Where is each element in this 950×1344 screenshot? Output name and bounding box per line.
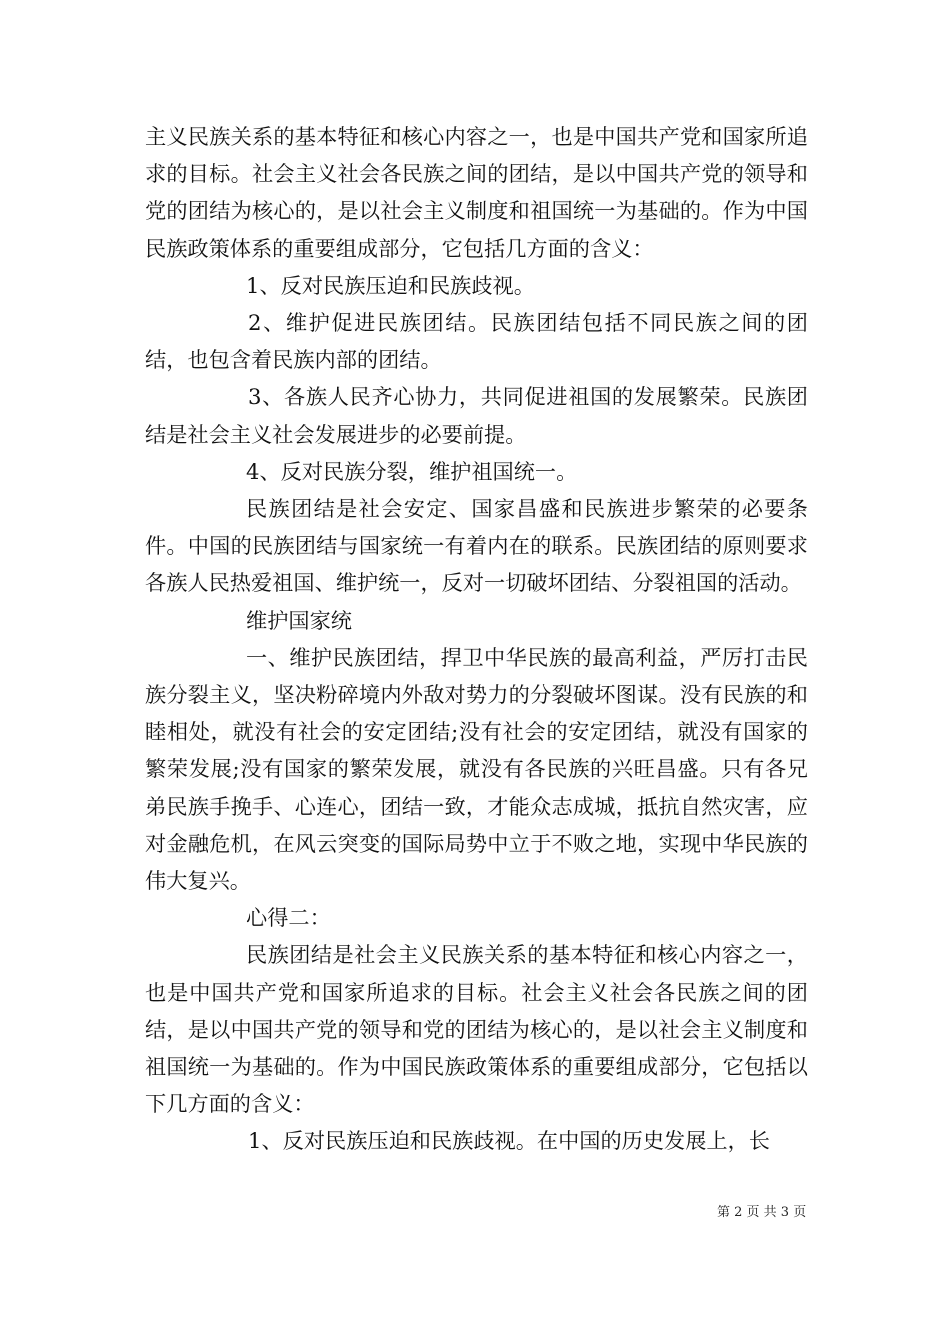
paragraph-continuation: 主义民族关系的基本特征和核心内容之一，也是中国共产党和国家所追求的目标。社会主义社会各民族之间的团结，是以中国共产党的领导和党的团结为核心的，是以社会主义制度和祖国统一为基础的。作为中国民族政策体系的重要组成部分，它包括几方面的含义： [145, 124, 808, 261]
paragraph-item-2: 2、维护促进民族团结。民族团结包括不同民族之间的团结，也包含着民族内部的团结。 [145, 310, 808, 373]
paragraph-item-4: 4、反对民族分裂，维护祖国统一。 [246, 458, 578, 484]
page-number-footer: 第 2 页 共 3 页 [717, 1205, 807, 1220]
paragraph-item-1: 1、反对民族压迫和民族歧视。 [246, 272, 535, 298]
subheading-reflection-two: 心得二： [246, 905, 331, 931]
paragraph-reflection-item-1: 1、反对民族压迫和民族歧视。在中国的历史发展上，长 [248, 1128, 770, 1154]
paragraph-item-3: 3、各族人民齐心协力，共同促进祖国的发展繁荣。民族团结是社会主义社会发展进步的必要前提。 [145, 384, 808, 447]
section-heading: 维护国家统 [246, 607, 352, 633]
paragraph-reflection-intro: 民族团结是社会主义民族关系的基本特征和核心内容之一，也是中国共产党和国家所追求的目标。社会主义社会各民族之间的团结，是以中国共产党的领导和党的团结为核心的，是以社会主义制度和祖国统一为基础的。作为中国民族政策体系的重要组成部分，它包括以下几方面的含义： [145, 942, 808, 1117]
paragraph-section-one: 一、维护民族团结，捍卫中华民族的最高利益，严厉打击民族分裂主义，坚决粉碎境内外敌对势力的分裂破坏图谋。没有民族的和睦相处，就没有社会的安定团结;没有社会的安定团结，就没有国家的繁荣发展;没有国家的繁荣发展，就没有各民族的兴旺昌盛。只有各兄弟民族手挽手、心连心，团结一致，才能众志成城，抵抗自然灾害，应对金融危机，在风云突变的国际局势中立于不败之地，实现中华民族的伟大复兴。 [145, 644, 808, 894]
document-body [145, 118, 808, 1160]
paragraph-unity-conditions: 民族团结是社会安定、国家昌盛和民族进步繁荣的必要条件。中国的民族团结与国家统一有着内在的联系。民族团结的原则要求各族人民热爱祖国、维护统一，反对一切破坏团结、分裂祖国的活动。 [145, 496, 808, 596]
